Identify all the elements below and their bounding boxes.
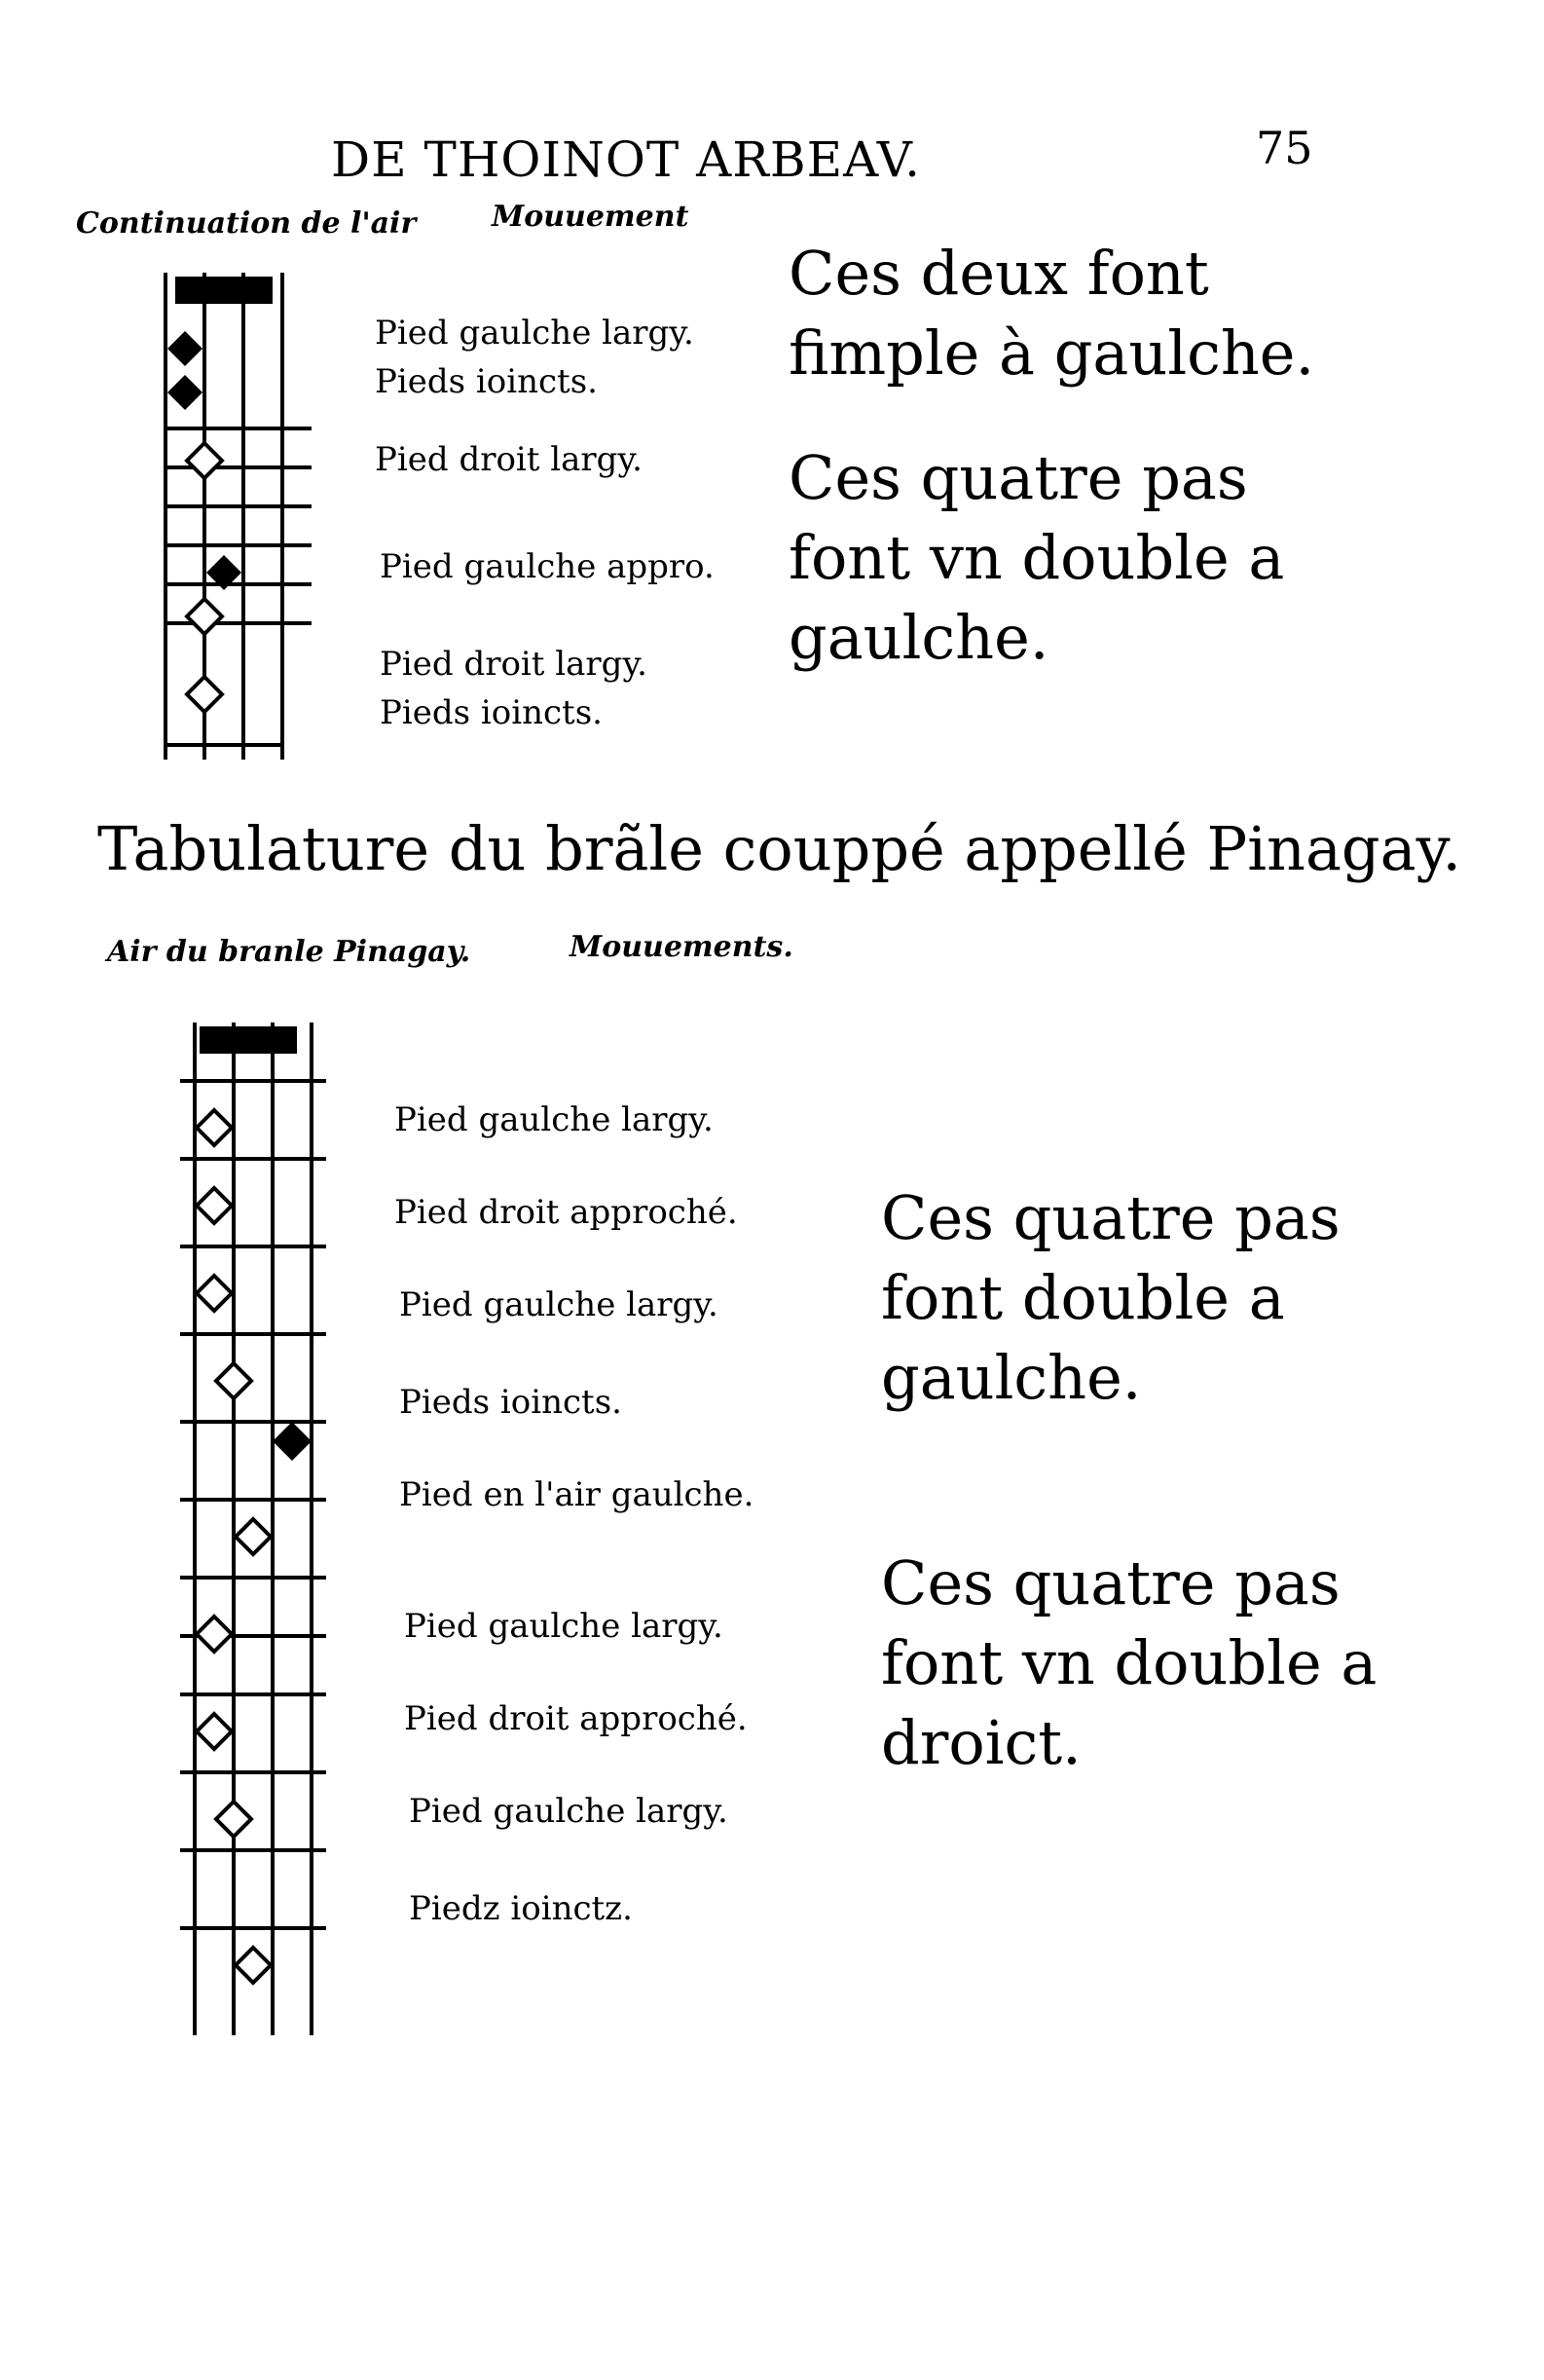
movement-2-1: Pied gaulche largy. [394,1100,714,1139]
movement-2-2: Pied droit approché. [394,1193,738,1232]
movement-2-6: Pied gaulche largy. [404,1607,723,1646]
air-label-1: Continuation de l'air [76,206,417,241]
movement-1-2: Pieds ioincts. [375,362,598,401]
movement-label-1: Mouuement [492,200,689,234]
page-number: 75 [1256,122,1313,174]
movement-2-4: Pieds ioincts. [399,1383,622,1422]
movement-1-5: Pied droit largy. [380,645,647,684]
section-title: Tabulature du brãle couppé appellé Pinagay. [97,813,1462,884]
air-label-2: Air du branle Pinagay. [107,935,471,969]
movement-2-9: Piedz ioinctz. [409,1889,633,1928]
movement-2-7: Pied droit approché. [404,1699,748,1738]
tablature-staff-1 [146,263,321,769]
note-2-1: Ces quatre pas font double a gaulche. [881,1182,1341,1413]
note-1-1: Ces deux font fimple à gaulche. [789,238,1315,389]
movement-1-4: Pied gaulche appro. [380,547,715,586]
movement-2-8: Pied gaulche largy. [409,1792,728,1831]
note-2-2: Ces quatre pas font vn double a droict. [881,1547,1378,1778]
running-title: DE THOINOT ARBEAV. [331,131,922,188]
movement-1-3: Pied droit largy. [375,440,643,479]
tablature-staff-2 [175,1013,350,2045]
movement-label-2: Mouuements. [570,930,793,964]
movement-1-1: Pied gaulche largy. [375,314,694,353]
note-1-2: Ces quatre pas font vn double a gaulche. [789,442,1285,673]
movement-1-6: Pieds ioincts. [380,693,603,732]
movement-2-5: Pied en l'air gaulche. [399,1475,754,1514]
movement-2-3: Pied gaulche largy. [399,1285,718,1324]
